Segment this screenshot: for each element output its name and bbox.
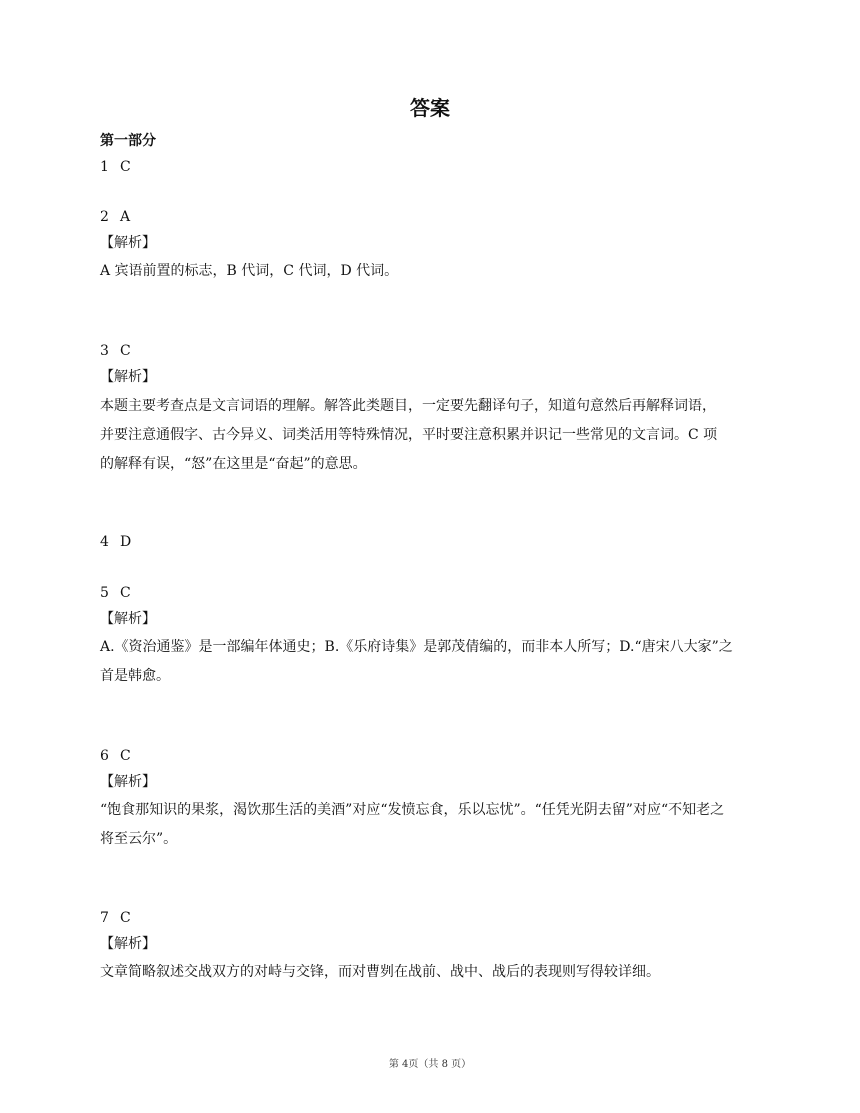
question-answer: C xyxy=(120,585,131,601)
question-answer: C xyxy=(120,748,131,764)
page-footer: 第 4页（共 8 页） xyxy=(388,1059,472,1070)
analysis-text: 并要注意通假字、古今异义、词类活用等特殊情况，平时要注意积累并识记一些常见的文言词。C 项 xyxy=(100,427,718,443)
question-answer: C xyxy=(120,910,131,926)
question-2 xyxy=(100,207,765,227)
analysis-label: 【解析】 xyxy=(100,774,156,790)
question-7 xyxy=(100,908,765,928)
section-heading: 第一部分 xyxy=(100,133,156,149)
analysis-text: 本题主要考查点是文言词语的理解。解答此类题目，一定要先翻译句子，知道句意然后再解释词语， xyxy=(100,398,716,414)
analysis-label: 【解析】 xyxy=(100,611,156,627)
analysis-text: A 宾语前置的标志，B 代词，C 代词，D 代词。 xyxy=(100,263,399,279)
analysis-text: 首是韩愈。 xyxy=(100,668,170,684)
analysis-text: 将至云尔”。 xyxy=(100,831,178,847)
question-number: 5 xyxy=(100,585,109,601)
analysis-text: A.《资治通鉴》是一部编年体通史；B.《乐府诗集》是郭茂倩编的，而非本人所写；D.“唐宋八大家”之 xyxy=(100,639,733,655)
analysis-text: “饱食那知识的果浆，渴饮那生活的美酒”对应“发愤忘食，乐以忘忧”。“任凭光阴去留”对应“不知老之 xyxy=(100,802,725,818)
analysis-text: 的解释有误，“怒”在这里是“奋起”的意思。 xyxy=(100,456,367,472)
question-answer: C xyxy=(120,343,131,359)
question-5 xyxy=(100,583,765,603)
question-number: 1 xyxy=(100,159,109,175)
analysis-label: 【解析】 xyxy=(100,369,156,385)
question-answer: D xyxy=(120,534,132,550)
analysis-label: 【解析】 xyxy=(100,936,156,952)
page-title: 答案 xyxy=(410,96,450,120)
question-1 xyxy=(100,157,765,177)
question-number: 3 xyxy=(100,343,109,359)
analysis-label: 【解析】 xyxy=(100,235,156,251)
question-number: 6 xyxy=(100,748,109,764)
question-number: 7 xyxy=(100,910,109,926)
question-6 xyxy=(100,746,765,766)
analysis-text: 文章简略叙述交战双方的对峙与交锋，而对曹刿在战前、战中、战后的表现则写得较详细。 xyxy=(100,964,660,980)
question-3 xyxy=(100,341,765,361)
question-4 xyxy=(100,532,765,552)
question-answer: A xyxy=(120,209,131,225)
question-number: 2 xyxy=(100,209,109,225)
question-answer: C xyxy=(120,159,131,175)
question-number: 4 xyxy=(100,534,109,550)
